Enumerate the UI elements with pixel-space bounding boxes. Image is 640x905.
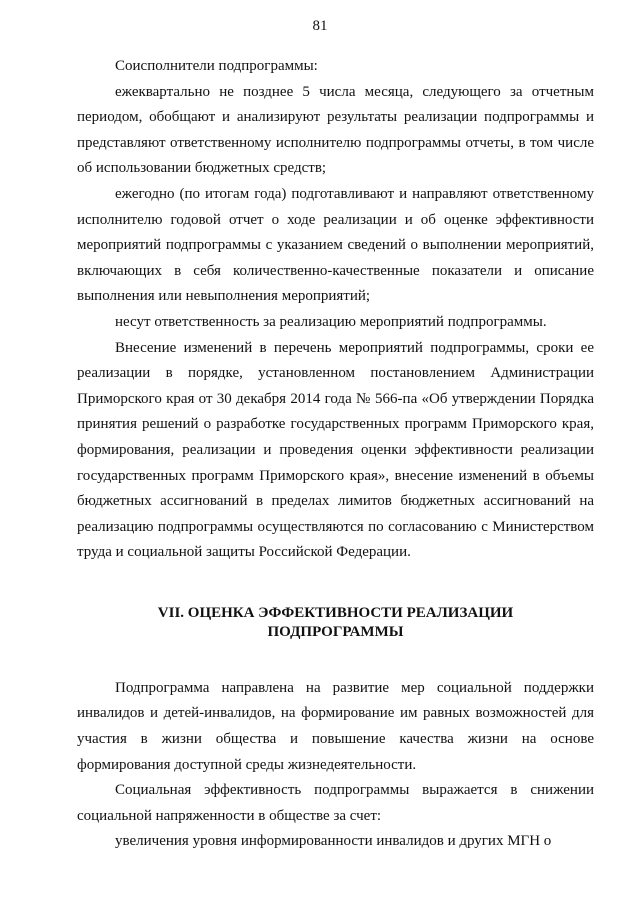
- section-heading: [77, 604, 594, 642]
- paragraph: Внесение изменений в перечень мероприятий подпрограммы, сроки ее реализации в порядке, установленном постановлением Администрации Приморского края от 30 декабря 2014 года № 566-па «Об утверждении Порядка принятия решений о разработке государственных программ Приморского края, формирования, реализации и проведения оценки эффективности реализации государственных программ Приморского края», внесение изменений в объемы бюджетных ассигнований в пределах лимитов бюджетных ассигнований на реализацию подпрограммы осуществляются по согласованию с Министерством труда и социальной защиты Российской Федерации.: [77, 339, 594, 561]
- section-heading-line: ПОДПРОГРАММЫ: [267, 623, 404, 640]
- paragraph: Социальная эффективность подпрограммы выражается в снижении социальной напряженности в обществе за счет:: [77, 782, 594, 824]
- page-number: 81: [312, 18, 328, 34]
- paragraph: увеличения уровня информированности инвалидов и других МГН о: [115, 833, 552, 850]
- paragraph: Соисполнители подпрограммы:: [115, 58, 318, 74]
- paragraph: ежеквартально не позднее 5 числа месяца, следующего за отчетным периодом, обобщают и анализируют результаты реализации подпрограммы и представляют ответственному исполнителю подпрограммы отчеты, в том числе об использовании бюджетных средств;: [77, 83, 594, 177]
- section-heading-line: VII. ОЦЕНКА ЭФФЕКТИВНОСТИ РЕАЛИЗАЦИИ: [157, 604, 514, 621]
- paragraph: ежегодно (по итогам года) подготавливают и направляют ответственному исполнителю годовой отчет о ходе реализации и об оценке эффективности мероприятий подпрограммы с указанием сведений о выполнении мероприятий, включающих в себя количественно-качественные показатели и описание выполнения или невыполнения мероприятий;: [77, 185, 594, 305]
- document-body: [77, 54, 594, 855]
- paragraph: несут ответственность за реализацию мероприятий подпрограммы.: [115, 313, 547, 330]
- paragraph: Подпрограмма направлена на развитие мер социальной поддержки инвалидов и детей-инвалидов, на формирование им равных возможностей для участия в жизни общества и повышение качества жизни на основе формирования доступной среды жизнедеятельности.: [77, 679, 594, 773]
